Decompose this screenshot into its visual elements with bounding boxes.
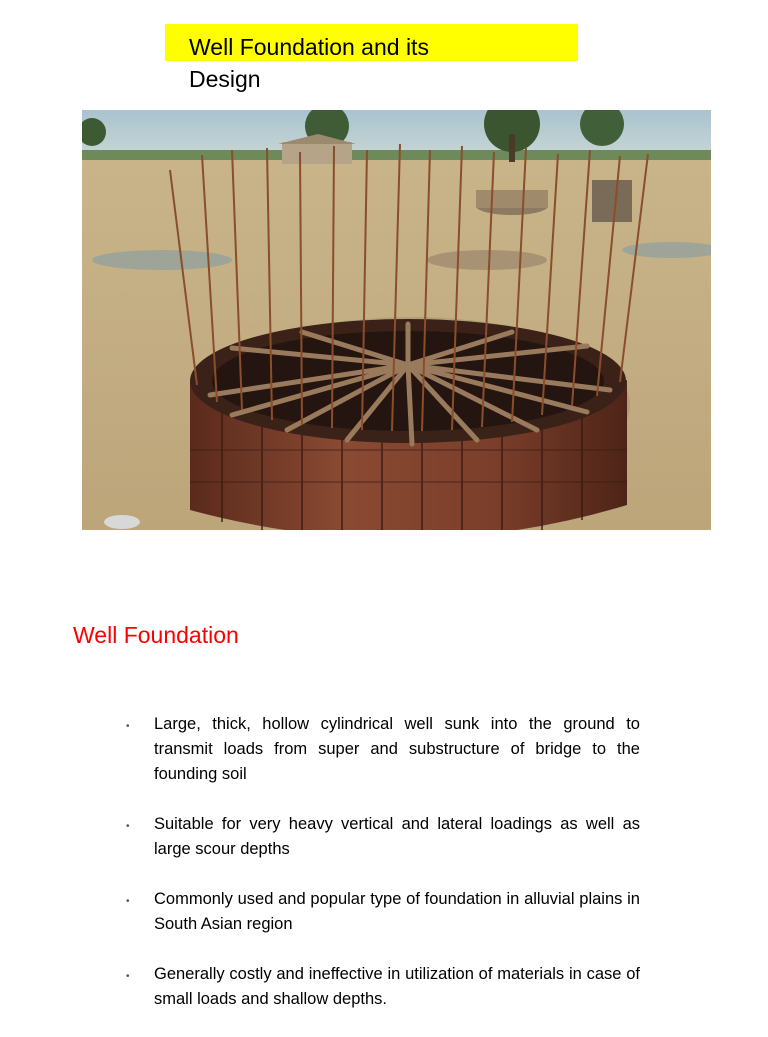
section-heading: Well Foundation: [73, 622, 239, 648]
bullet-text: Commonly used and popular type of foundation in alluvial plains in South Asian region: [154, 890, 640, 933]
bullet-icon: •: [126, 821, 130, 832]
list-item: [120, 962, 640, 1012]
bullet-text: Generally costly and ineffective in utilization of materials in case of small loads and shallow depths.: [154, 965, 640, 1008]
title-line-1: Well Foundation and its: [189, 34, 429, 60]
title-line-2: Design: [189, 66, 261, 92]
bullet-icon: •: [126, 721, 130, 732]
bullet-text: Suitable for very heavy vertical and lateral loadings as well as large scour depths: [154, 815, 640, 858]
well-foundation-photo: [82, 110, 711, 530]
bullet-list: [120, 712, 640, 1037]
bullet-icon: •: [126, 971, 130, 982]
list-item: [120, 712, 640, 787]
list-item: [120, 812, 640, 862]
bullet-text: Large, thick, hollow cylindrical well sunk into the ground to transmit loads from super and substructure of bridge to the founding soil: [154, 715, 640, 783]
list-item: [120, 887, 640, 937]
page-title: [189, 31, 549, 95]
bullet-icon: •: [126, 896, 130, 907]
